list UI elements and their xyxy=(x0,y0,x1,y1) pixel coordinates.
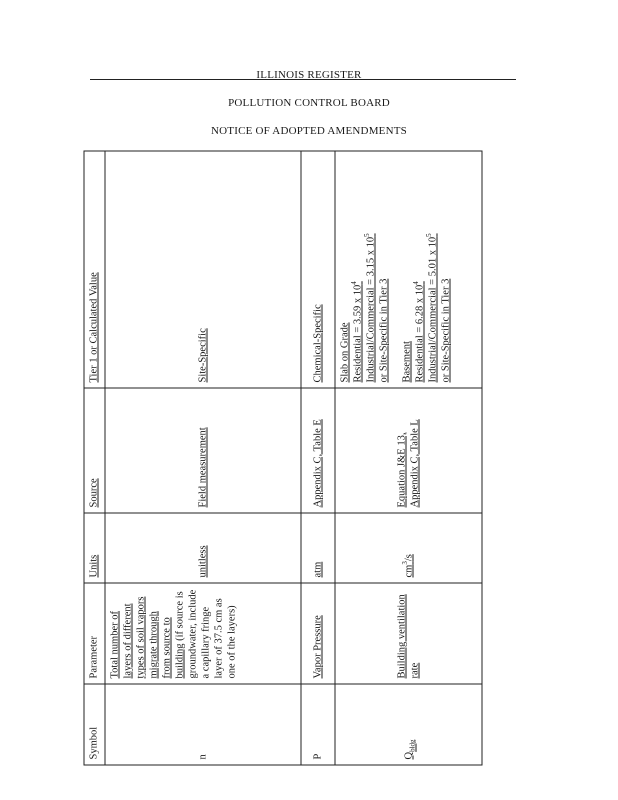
notice-title: NOTICE OF ADOPTED AMENDMENTS xyxy=(211,125,407,137)
cell-parameter-n xyxy=(105,583,301,684)
slab-residential-exponent: 4 xyxy=(349,280,358,285)
cell-parameter-p: Vapor Pressure xyxy=(301,583,335,684)
source-q-line2: Appendix C, Table L xyxy=(409,418,420,507)
col-header-source: Source xyxy=(84,388,105,513)
slab-site-specific: or Site-Specific in Tier 3 xyxy=(378,278,389,382)
basement-site-specific: or Site-Specific in Tier 3 xyxy=(440,278,451,382)
col-header-parameter: Parameter xyxy=(84,583,105,684)
basement-industrial-exponent: 5 xyxy=(424,232,433,237)
cell-symbol-p: P xyxy=(301,684,335,765)
slab-industrial xyxy=(364,156,377,382)
basement-block xyxy=(400,156,452,382)
units-q-exponent: 3 xyxy=(400,560,408,565)
basement-residential-exponent: 4 xyxy=(411,280,420,285)
parameter-table xyxy=(83,150,482,765)
rotated-table-wrapper xyxy=(83,151,482,765)
units-q-base: cm xyxy=(402,564,414,577)
cell-units-p: atm xyxy=(301,513,335,583)
col-header-value: Tier 1 or Calculated Value xyxy=(84,151,105,388)
col-header-units: Units xyxy=(84,513,105,583)
slab-residential xyxy=(351,156,364,382)
symbol-q-subscript: bldg xyxy=(407,738,416,752)
table-row xyxy=(301,151,335,765)
cell-units-n: unitless xyxy=(105,513,301,583)
table-row xyxy=(335,151,482,765)
header-rule xyxy=(90,79,516,80)
col-header-symbol: Symbol xyxy=(84,684,105,765)
parameter-n-text: Total number of layers of different types of soil vapors migrate through from source to building xyxy=(109,596,185,678)
board-title: POLLUTION CONTROL BOARD xyxy=(228,97,390,109)
basement-industrial-value: Industrial/Commercial = 5.01 x 10 xyxy=(427,236,438,382)
cell-value-p: Chemical-Specific xyxy=(301,151,335,388)
slab-industrial-exponent: 5 xyxy=(362,232,371,237)
basement-residential xyxy=(413,156,426,382)
cell-symbol-n: n xyxy=(105,684,301,765)
cell-source-q xyxy=(335,388,482,513)
register-title: ILLINOIS REGISTER xyxy=(256,69,362,81)
slab-title: Slab on Grade xyxy=(339,321,350,382)
basement-industrial xyxy=(426,156,439,382)
cell-units-q xyxy=(335,513,482,583)
symbol-q: Q xyxy=(402,751,414,759)
cell-value-q xyxy=(335,151,482,388)
basement-residential-value: Residential = 6.28 x 10 xyxy=(414,284,425,382)
cell-source-n: Field measurement xyxy=(105,388,301,513)
table-row xyxy=(105,151,301,765)
parameter-n-note: (if source is groundwater, include a capillary fringe layer of 37.5 cm as one of the layers) xyxy=(174,589,237,678)
table-header-row xyxy=(84,151,105,765)
slab-residential-value: Residential = 3.59 x 10 xyxy=(352,284,363,382)
cell-source-p: Appendix C, Table E xyxy=(301,388,335,513)
slab-industrial-value: Industrial/Commercial = 3.15 x 10 xyxy=(365,236,376,382)
slab-on-grade-block xyxy=(338,156,390,382)
cell-parameter-q: Building ventilation rate xyxy=(335,583,482,684)
cell-symbol-q xyxy=(335,684,482,765)
basement-title: Basement xyxy=(401,340,412,382)
units-q-tail: /s xyxy=(402,553,414,561)
cell-value-n: Site-Specific xyxy=(105,151,301,388)
source-q-line1: Equation J&E 13, xyxy=(396,432,407,507)
